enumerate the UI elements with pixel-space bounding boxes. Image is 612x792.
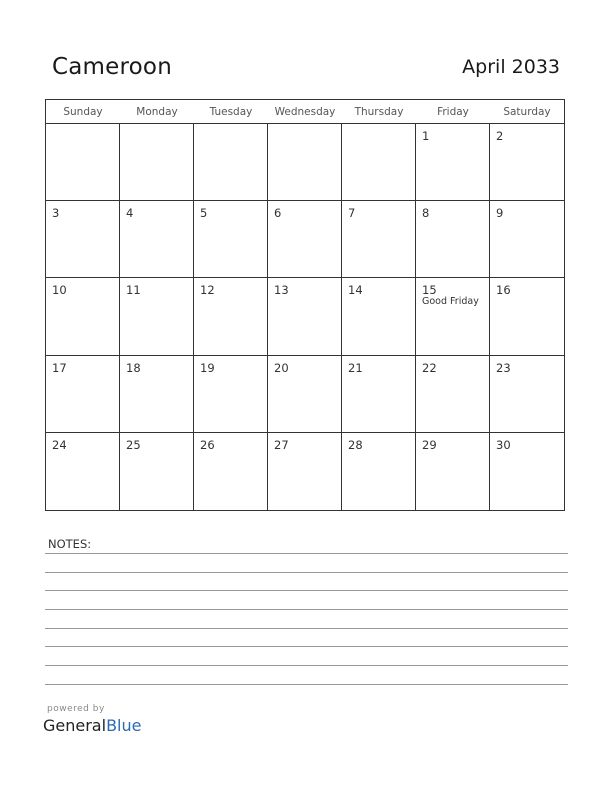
day-cell	[490, 201, 564, 278]
day-cell	[268, 201, 342, 278]
notes-line	[45, 665, 568, 666]
day-number: 9	[496, 206, 504, 221]
day-number: 13	[274, 283, 289, 298]
day-cell	[268, 433, 342, 510]
day-cell	[490, 124, 564, 201]
day-cell	[416, 356, 490, 433]
notes-line	[45, 553, 568, 554]
day-cell	[490, 356, 564, 433]
day-cell	[342, 124, 416, 201]
day-number: 5	[200, 206, 208, 221]
day-number: 16	[496, 283, 511, 298]
day-cell	[416, 124, 490, 201]
day-cell	[342, 278, 416, 355]
day-cell	[416, 278, 490, 355]
day-cell	[194, 356, 268, 433]
day-number: 6	[274, 206, 282, 221]
brand-general: General	[43, 716, 107, 735]
day-number: 14	[348, 283, 363, 298]
day-cell	[194, 124, 268, 201]
day-number: 25	[126, 437, 141, 452]
day-number: 20	[274, 360, 289, 375]
day-cell	[268, 278, 342, 355]
day-cell	[120, 433, 194, 510]
calendar-grid	[45, 99, 565, 511]
day-number: 28	[348, 437, 363, 452]
day-cell	[268, 124, 342, 201]
weekday-header: Friday	[416, 100, 490, 124]
day-number: 15	[422, 283, 437, 298]
day-cell	[490, 278, 564, 355]
day-cell	[194, 278, 268, 355]
day-number: 10	[52, 283, 67, 298]
calendar-month-year: April 2033	[462, 56, 560, 78]
day-number: 3	[52, 206, 60, 221]
day-cell	[416, 201, 490, 278]
calendar-country-title: Cameroon	[52, 54, 172, 80]
day-number: 4	[126, 206, 134, 221]
day-number: 29	[422, 437, 437, 452]
day-number: 26	[200, 437, 215, 452]
holiday-label: Good Friday	[422, 296, 479, 308]
day-cell	[342, 356, 416, 433]
day-number: 17	[52, 360, 67, 375]
day-cell	[120, 278, 194, 355]
day-number: 30	[496, 437, 511, 452]
day-number: 18	[126, 360, 141, 375]
day-cell	[46, 201, 120, 278]
notes-line	[45, 609, 568, 610]
day-number: 1	[422, 129, 430, 143]
notes-line	[45, 684, 568, 685]
day-number: 24	[52, 437, 67, 452]
notes-line	[45, 646, 568, 647]
day-number: 19	[200, 360, 215, 375]
day-number: 12	[200, 283, 215, 298]
day-cell	[46, 124, 120, 201]
day-cell	[120, 356, 194, 433]
day-cell	[268, 356, 342, 433]
day-cell	[120, 124, 194, 201]
day-number: 2	[496, 129, 504, 143]
weekday-header: Monday	[120, 100, 194, 124]
day-number: 23	[496, 360, 511, 375]
day-number: 11	[126, 283, 141, 298]
day-cell	[46, 433, 120, 510]
brand-blue: Blue	[106, 716, 142, 735]
weekday-header: Tuesday	[194, 100, 268, 124]
weekday-header: Saturday	[490, 100, 564, 124]
day-number: 8	[422, 206, 430, 221]
notes-line	[45, 628, 568, 629]
powered-by-text: powered by	[47, 704, 105, 714]
day-number: 7	[348, 206, 356, 221]
day-cell	[194, 201, 268, 278]
day-cell	[342, 201, 416, 278]
day-cell	[342, 433, 416, 510]
day-number: 22	[422, 360, 437, 375]
notes-line	[45, 590, 568, 591]
day-cell	[120, 201, 194, 278]
day-cell	[46, 356, 120, 433]
weekday-header: Thursday	[342, 100, 416, 124]
day-cell	[194, 433, 268, 510]
notes-line	[45, 572, 568, 573]
notes-label: NOTES:	[48, 537, 92, 551]
weekday-header: Wednesday	[268, 100, 342, 124]
day-cell	[490, 433, 564, 510]
weekday-header: Sunday	[46, 100, 120, 124]
day-number: 27	[274, 437, 289, 452]
day-cell	[46, 278, 120, 355]
day-number: 21	[348, 360, 363, 375]
brand-logo	[43, 716, 141, 735]
day-cell	[416, 433, 490, 510]
